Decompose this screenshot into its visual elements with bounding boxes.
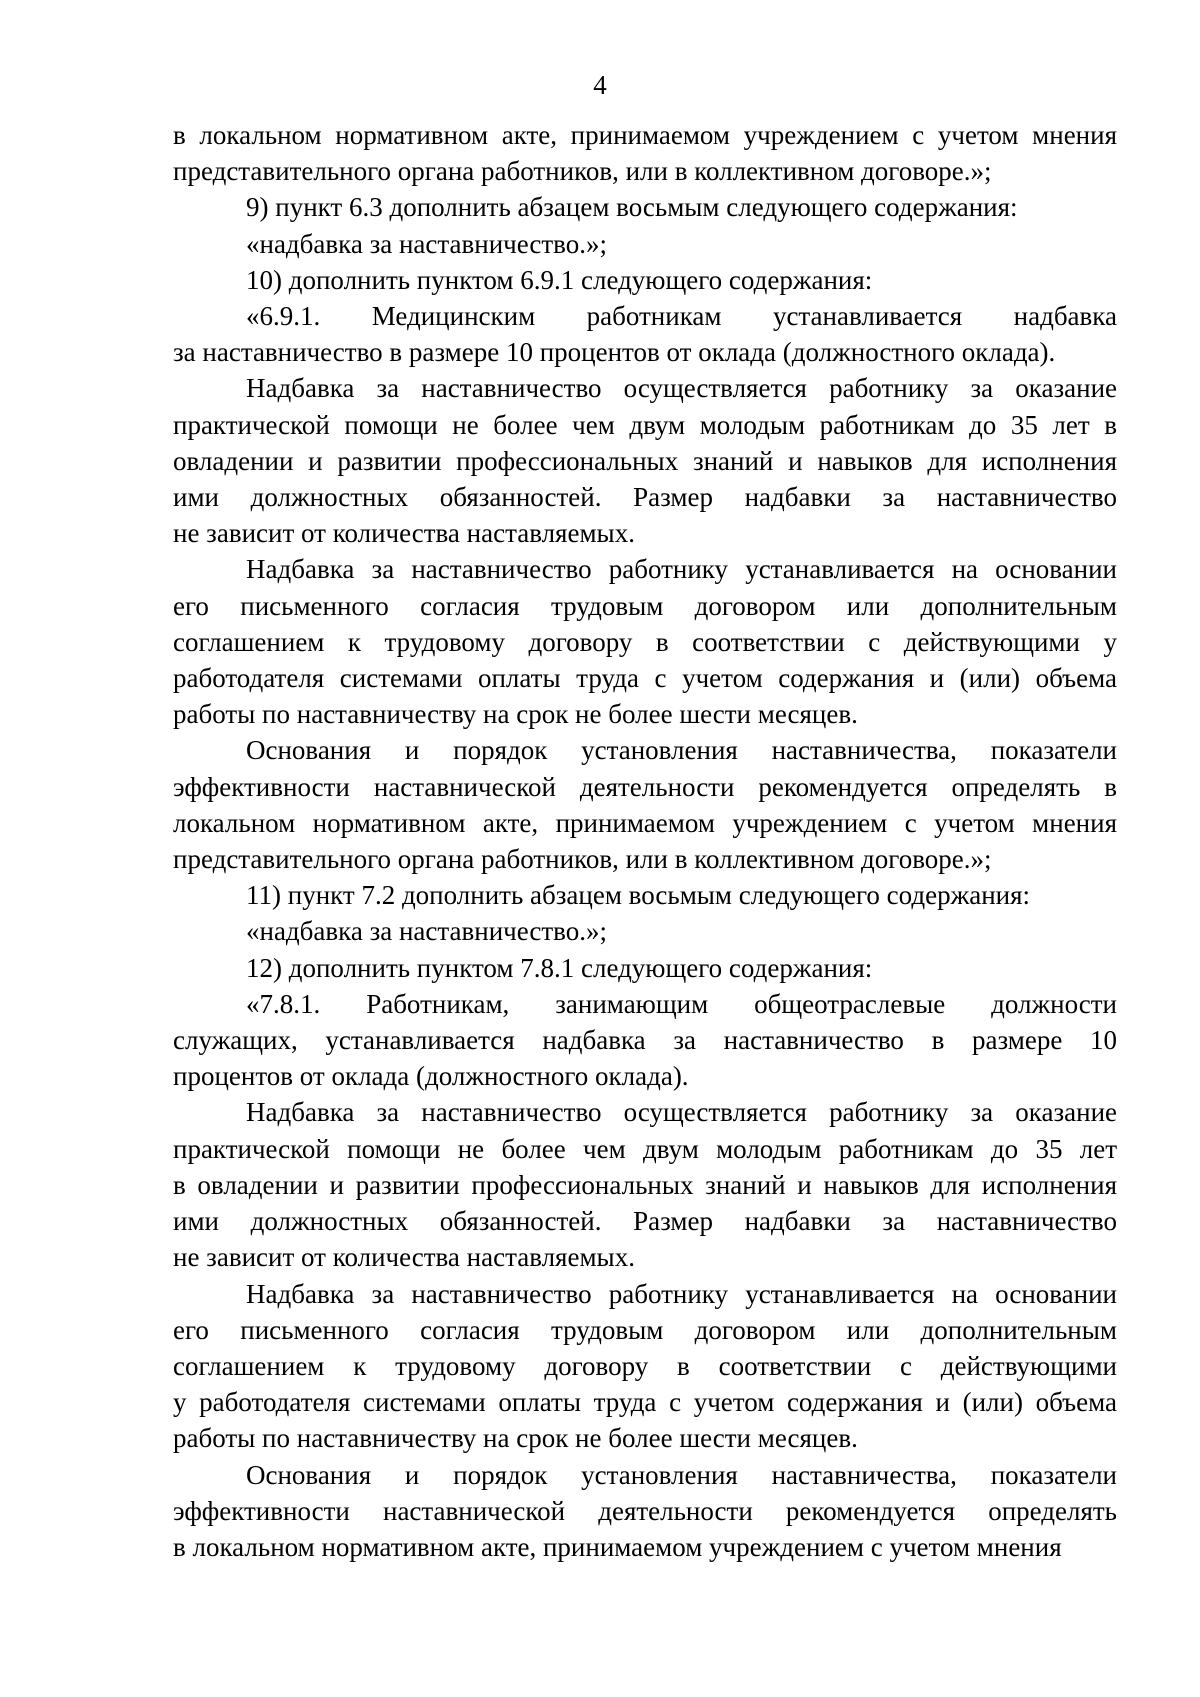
paragraph	[173, 1094, 1117, 1275]
paragraph	[173, 226, 1117, 262]
paragraph	[173, 877, 1117, 913]
paragraph	[173, 551, 1117, 732]
paragraph	[173, 1276, 1117, 1457]
text-line: работодателя системами оплаты труда с учетом содержания и (или) объема	[173, 663, 1117, 694]
paragraph	[173, 189, 1117, 225]
paragraph	[173, 950, 1117, 986]
text-line: локальном нормативном акте, принимаемом учреждением с учетом мнения	[173, 807, 1117, 838]
text-line: эффективности наставнической деятельности рекомендуется определять в	[173, 771, 1117, 802]
text-line: соглашением к трудовому договору в соответствии с действующими у	[173, 626, 1117, 657]
text-line: 10) дополнить пунктом 6.9.1 следующего содержания:	[246, 264, 873, 295]
text-line: овладении и развитии профессиональных знаний и навыков для исполнения	[173, 445, 1117, 476]
text-line: работы по наставничеству на срок не более шести месяцев.	[173, 699, 858, 730]
text-line: его письменного согласия трудовым договором или дополнительным	[173, 1314, 1117, 1345]
text-line: представительного органа работников, или в коллективном договоре.»;	[173, 844, 992, 875]
text-line: Основания и порядок установления наставничества, показатели	[246, 1459, 1117, 1490]
text-line: ими должностных обязанностей. Размер надбавки за наставничество	[173, 1206, 1117, 1237]
text-line: в овладении и развитии профессиональных знаний и навыков для исполнения	[173, 1169, 1117, 1200]
text-line: соглашением к трудовому договору в соответствии с действующими	[173, 1350, 1117, 1381]
text-line: в локальном нормативном акте, принимаемом учреждением с учетом мнения	[173, 120, 1117, 150]
paragraph	[173, 1457, 1117, 1566]
text-line: его письменного согласия трудовым договором или дополнительным	[173, 590, 1117, 621]
text-line: Надбавка за наставничество работнику устанавливается на основании	[246, 554, 1117, 585]
text-line: в локальном нормативном акте, принимаемом учреждением с учетом мнения	[173, 1531, 1062, 1562]
text-line: практической помощи не более чем двум молодым работникам до 35 лет	[173, 1133, 1117, 1164]
text-line: работы по наставничеству на срок не более шести месяцев.	[173, 1423, 858, 1454]
text-line: «надбавка за наставничество.»;	[246, 228, 607, 259]
paragraph	[173, 298, 1117, 370]
text-line: Основания и порядок установления наставничества, показатели	[246, 735, 1117, 766]
text-line: Надбавка за наставничество осуществляется работнику за оказание	[246, 1097, 1117, 1128]
text-line: эффективности наставнической деятельности рекомендуется определять	[173, 1495, 1117, 1526]
text-line: служащих, устанавливается надбавка за наставничество в размере 10	[173, 1025, 1117, 1056]
text-line: «6.9.1. Медицинским работникам устанавливается надбавка	[246, 301, 1117, 332]
paragraph	[173, 986, 1117, 1095]
text-line: 12) дополнить пунктом 7.8.1 следующего содержания:	[246, 952, 873, 983]
page-number: 4	[593, 70, 607, 100]
paragraph	[173, 117, 1117, 189]
text-line: за наставничество в размере 10 процентов от оклада (должностного оклада).	[173, 337, 1056, 368]
text-line: не зависит от количества наставляемых.	[173, 518, 635, 549]
document-body	[173, 117, 1117, 1565]
text-line: у работодателя системами оплаты труда с учетом содержания и (или) объема	[173, 1387, 1117, 1418]
paragraph	[173, 732, 1117, 877]
text-line: 11) пункт 7.2 дополнить абзацем восьмым следующего содержания:	[246, 880, 1031, 911]
text-line: «надбавка за наставничество.»;	[246, 916, 607, 947]
text-line: Надбавка за наставничество работнику устанавливается на основании	[246, 1278, 1117, 1309]
text-line: представительного органа работников, или в коллективном договоре.»;	[173, 156, 992, 187]
paragraph	[173, 262, 1117, 298]
paragraph	[173, 913, 1117, 949]
text-line: ими должностных обязанностей. Размер надбавки за наставничество	[173, 482, 1117, 513]
text-line: 9) пункт 6.3 дополнить абзацем восьмым следующего содержания:	[246, 192, 1018, 223]
text-line: «7.8.1. Работникам, занимающим общеотраслевые должности	[246, 988, 1117, 1019]
paragraph	[173, 370, 1117, 551]
text-line: не зависит от количества наставляемых.	[173, 1242, 635, 1273]
text-line: процентов от оклада (должностного оклада).	[173, 1061, 689, 1092]
text-line: практической помощи не более чем двум молодым работникам до 35 лет в	[173, 409, 1117, 440]
text-line: Надбавка за наставничество осуществляется работнику за оказание	[246, 373, 1117, 404]
